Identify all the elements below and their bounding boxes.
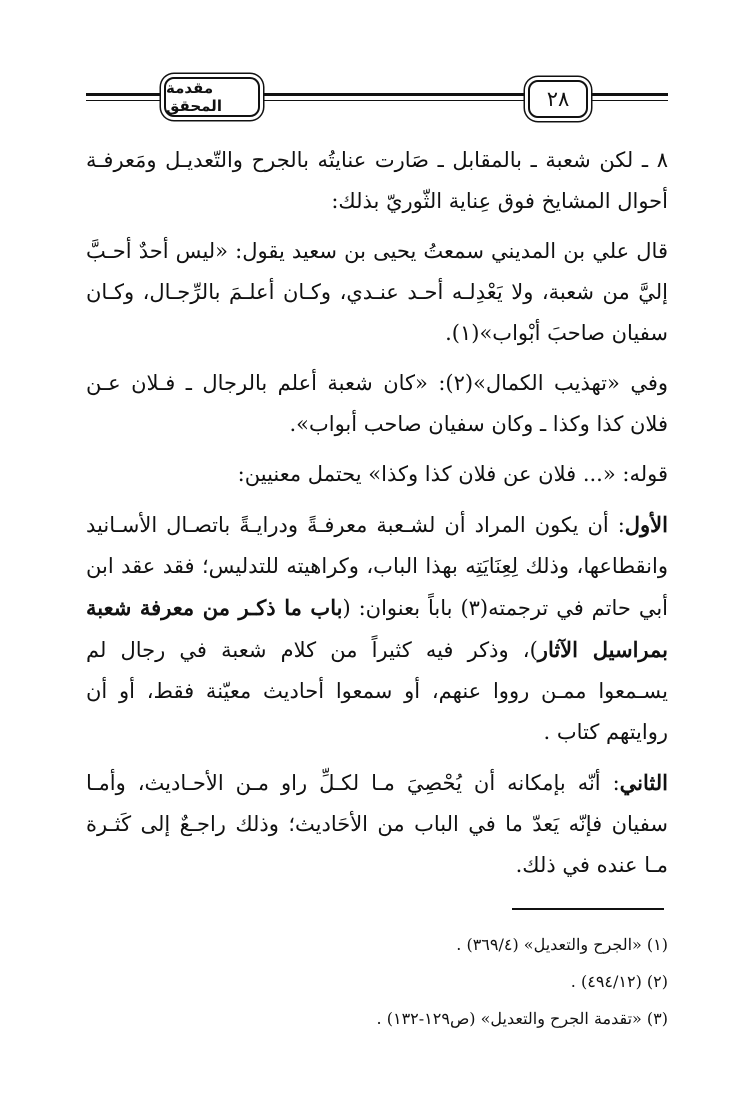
main-text bbox=[86, 140, 668, 895]
first-text-cont: )، وذكر فيه كثيراً من كلام شعبة في رجال لم يسـمعوا ممـن رووا عنهم، أو سمعوا أحاديث معيّنة فقط، أو أن روايتهم كتاب . bbox=[86, 638, 668, 744]
paragraph-first-meaning bbox=[86, 504, 668, 753]
running-title: مقدمة المحقق bbox=[164, 77, 260, 117]
second-text: : أنّه بإمكانه أن يُحْصِيَ مـا لكـلِّ راو مـن الأحـاديث، وأمـا سفيان فإنّه يَعدّ ما في الباب من الأحَاديث؛ وذلك راجـعٌ إلى كَثـرة مـا عنده في ذلك. bbox=[86, 771, 668, 877]
paragraph-tahdhib: وفي «تهذيب الكمال»(٢): «كان شعبة أعلم بالرجال ـ فـلان عـن فلان كذا وكذا ـ وكان سفيان صاحب أبواب». bbox=[86, 371, 669, 436]
first-label: الأول bbox=[624, 512, 668, 537]
footnote-3: (٣) «تقدمة الجرح والتعديل» (ص١٢٩-١٣٢) . bbox=[376, 1009, 668, 1028]
footnote-1: (١) «الجرح والتعديل» (٣٦٩/٤) . bbox=[456, 935, 668, 954]
first-text: : أن يكون المراد أن لشـعبة معرفـةً ودرايـةً باتصـال الأسـانيد وانقطاعها، وذلك لِعِنَايَتِه بهذا الباب، وكراهيته للتدليس؛ فقد عقد ابن أبي حاتم في ترجمته(٣) باباً بعنوان: ( bbox=[86, 513, 669, 620]
paragraph-8: ٨ ـ لكن شعبة ـ بالمقابل ـ صَارت عنايتُه بالجرح والتّعديـل ومَعرفـة أحوال المشايخ فوق عِناية الثّوريّ بذلك: bbox=[86, 148, 668, 213]
second-label: الثاني bbox=[619, 770, 668, 795]
chapter-title: باب ما ذكـر من معرفة شعبة بمراسيل الآثار bbox=[86, 595, 669, 662]
footnotes bbox=[86, 926, 668, 1037]
paragraph-second-meaning bbox=[86, 762, 668, 886]
footnote-separator bbox=[512, 908, 664, 910]
paragraph-qawluh: قوله: «... فلان عن فلان كذا وكذا» يحتمل معنيين: bbox=[237, 462, 668, 486]
paragraph-quote-ibn-madini: قال علي بن المديني سمعتُ يحيى بن سعيد يقول: «ليس أحدٌ أحـبَّ إليَّ من شعبة، ولا يَعْدِلـه أحـد عنـدي، وكـان أعلـمَ بالرِّجـال، وكـان سفيان صاحبَ أبْواب»(١). bbox=[86, 239, 668, 345]
page-number: ٢٨ bbox=[528, 80, 588, 118]
footnote-2: (٢) (٤٩٤/١٢) . bbox=[570, 972, 668, 991]
